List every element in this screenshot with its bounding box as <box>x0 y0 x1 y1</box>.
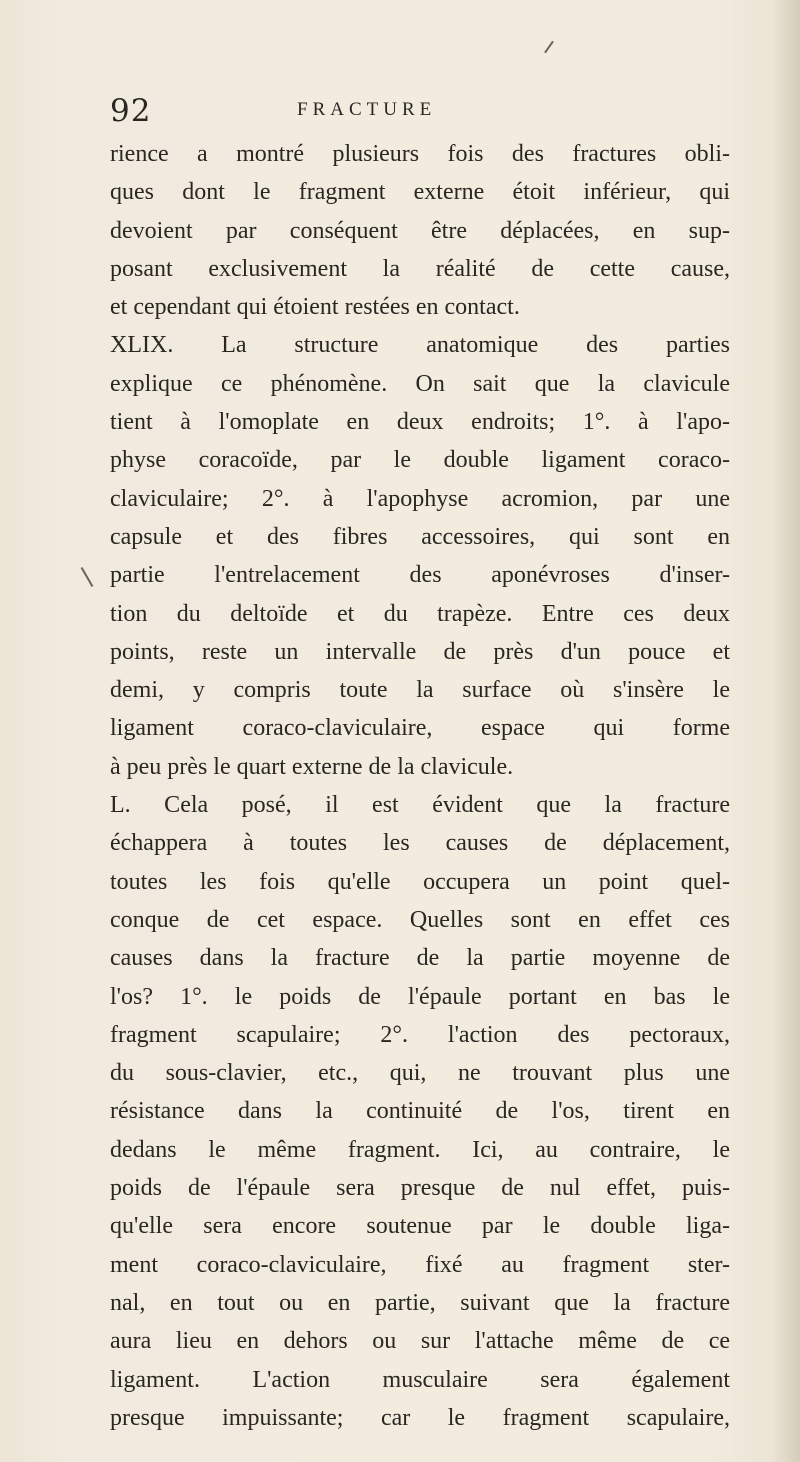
text-line: à peu près le quart externe de la clavicule. <box>110 753 514 780</box>
text-line: qu'elle sera encore soutenue par le double liga- <box>110 1213 730 1240</box>
ink-mark <box>544 41 554 54</box>
page-edge-shadow <box>772 0 800 1462</box>
text-line: ligament coraco-claviculaire, espace qui forme <box>110 715 730 742</box>
ink-mark <box>81 567 94 587</box>
text-line: conque de cet espace. Quelles sont en effet ces <box>110 906 730 933</box>
text-line: fragment scapulaire; 2°. l'action des pectoraux, <box>110 1021 730 1048</box>
text-line: demi, y compris toute la surface où s'insère le <box>110 677 730 704</box>
text-line: tient à l'omoplate en deux endroits; 1°. à l'apo- <box>110 409 730 436</box>
text-line: et cependant qui étoient restées en contact. <box>110 294 520 321</box>
text-line: tion du deltoïde et du trapèze. Entre ces deux <box>110 600 730 627</box>
text-line: points, reste un intervalle de près d'un pouce et <box>110 638 730 665</box>
text-line: capsule et des fibres accessoires, qui sont en <box>110 523 730 550</box>
text-line: poids de l'épaule sera presque de nul effet, puis- <box>110 1175 730 1202</box>
text-line: aura lieu en dehors ou sur l'attache même de ce <box>110 1328 730 1355</box>
page-number: 92 <box>110 93 152 129</box>
text-line: explique ce phénomène. On sait que la clavicule <box>110 370 730 397</box>
text-line: ligament. L'action musculaire sera également <box>110 1366 730 1393</box>
text-line: posant exclusivement la réalité de cette cause, <box>110 255 730 282</box>
text-line: physe coracoïde, par le double ligament coraco- <box>110 447 730 474</box>
text-line: claviculaire; 2°. à l'apophyse acromion, par une <box>110 485 730 512</box>
text-line: devoient par conséquent être déplacées, en sup- <box>110 217 730 244</box>
text-line: du sous-clavier, etc., qui, ne trouvant plus une <box>110 1060 730 1087</box>
text-line: échappera à toutes les causes de déplacement, <box>110 830 730 857</box>
text-line: causes dans la fracture de la partie moyenne de <box>110 945 730 972</box>
text-line: partie l'entrelacement des aponévroses d'inser- <box>110 562 730 589</box>
running-head: FRACTURE <box>297 99 437 120</box>
body-text <box>110 135 730 1437</box>
text-line: dedans le même fragment. Ici, au contraire, le <box>110 1136 730 1163</box>
text-line: toutes les fois qu'elle occupera un point quel- <box>110 868 730 895</box>
text-line: résistance dans la continuité de l'os, tirent en <box>110 1098 730 1125</box>
text-line: XLIX. La structure anatomique des parties <box>110 332 730 359</box>
page-header <box>110 93 710 133</box>
text-line: rience a montré plusieurs fois des fractures obli- <box>110 141 730 167</box>
text-line: nal, en tout ou en partie, suivant que la fracture <box>110 1289 730 1316</box>
text-line: ques dont le fragment externe étoit inférieur, qui <box>110 179 730 206</box>
text-line: l'os? 1°. le poids de l'épaule portant en bas le <box>110 983 730 1010</box>
text-line: L. Cela posé, il est évident que la fracture <box>110 792 730 819</box>
text-line: presque impuissante; car le fragment scapulaire, <box>110 1404 730 1431</box>
text-line: ment coraco-claviculaire, fixé au fragment ster- <box>110 1251 730 1278</box>
